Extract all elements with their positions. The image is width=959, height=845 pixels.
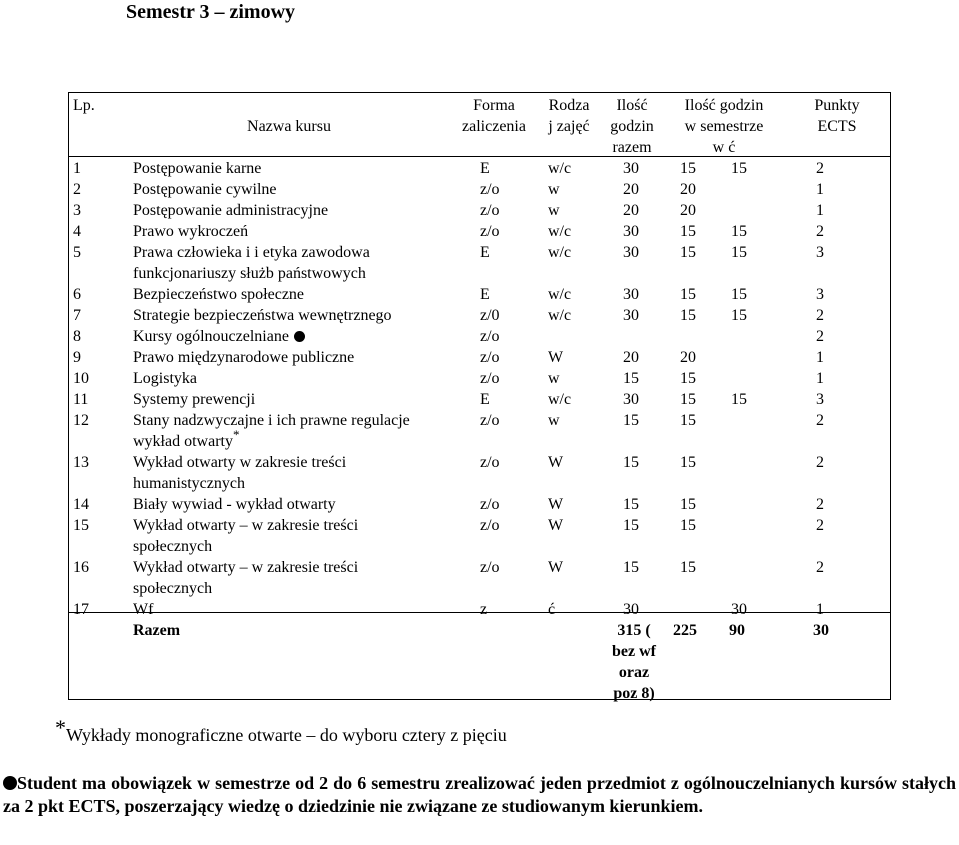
cell-form: z bbox=[480, 601, 488, 618]
cell-name: Kursy ogólnouczelniane bbox=[133, 326, 423, 347]
cell-hours-w: 15 bbox=[680, 370, 696, 387]
cell-hours-w: 15 bbox=[680, 244, 696, 261]
cell-hours-c: 15 bbox=[731, 307, 747, 324]
cell-ects: 2 bbox=[816, 160, 824, 177]
cell-hours-w: 15 bbox=[680, 223, 696, 240]
cell-type: w/c bbox=[548, 223, 572, 240]
cell-lp: 16 bbox=[73, 559, 89, 576]
cell-form: z/0 bbox=[480, 307, 500, 324]
page-title: Semestr 3 – zimowy bbox=[126, 1, 296, 23]
footnote-star-marker: * bbox=[232, 427, 240, 442]
table-row bbox=[69, 389, 890, 410]
total-hours: 315 ( bez wf oraz poz 8) bbox=[612, 622, 656, 702]
cell-name: Strategie bezpieczeństwa wewnętrznego bbox=[133, 307, 392, 324]
cell-form: E bbox=[480, 244, 490, 261]
cell-hours-c: 15 bbox=[731, 223, 747, 240]
cell-hours-w: 20 bbox=[680, 202, 696, 219]
cell-hours-total: 15 bbox=[623, 370, 639, 387]
total-divider bbox=[69, 612, 890, 613]
cell-form: E bbox=[480, 391, 490, 408]
total-hours-c: 90 bbox=[729, 622, 745, 639]
cell-name: Systemy prewencji bbox=[133, 391, 256, 408]
cell-type: W bbox=[548, 496, 564, 513]
cell-hours-w: 15 bbox=[680, 307, 696, 324]
table-total-row bbox=[69, 620, 890, 700]
cell-hours-c: 30 bbox=[731, 601, 747, 618]
cell-type: w bbox=[548, 181, 560, 198]
cell-form: z/o bbox=[480, 454, 500, 471]
cell-name: Wykład otwarty – w zakresie treści społecznych bbox=[133, 559, 359, 597]
table-row bbox=[69, 347, 890, 368]
cell-ects: 2 bbox=[816, 496, 824, 513]
cell-ects: 3 bbox=[816, 286, 824, 303]
cell-ects: 3 bbox=[816, 244, 824, 261]
cell-hours-c: 15 bbox=[731, 160, 747, 177]
cell-name: Prawa człowieka i i etyka zawodowa funkcjonariuszy służb państwowych bbox=[133, 244, 370, 282]
table-row bbox=[69, 515, 890, 557]
cell-form: z/o bbox=[480, 349, 500, 366]
cell-hours-total: 20 bbox=[623, 349, 639, 366]
header-hours-total: Ilość godzin razem bbox=[610, 97, 654, 156]
header-ects: Punkty ECTS bbox=[814, 97, 860, 135]
cell-hours-w: 15 bbox=[680, 454, 696, 471]
cell-name: Wf bbox=[133, 601, 154, 618]
cell-lp: 9 bbox=[73, 349, 81, 366]
footnote bbox=[55, 715, 507, 747]
cell-lp: 6 bbox=[73, 286, 81, 303]
table-row bbox=[69, 158, 890, 179]
cell-lp: 2 bbox=[73, 181, 81, 198]
cell-form: z/o bbox=[480, 517, 500, 534]
cell-hours-w: 15 bbox=[680, 286, 696, 303]
cell-hours-c: 15 bbox=[731, 286, 747, 303]
table-row bbox=[69, 305, 890, 326]
cell-hours-total: 30 bbox=[623, 601, 639, 618]
cell-lp: 5 bbox=[73, 244, 81, 261]
cell-form: z/o bbox=[480, 202, 500, 219]
table-row bbox=[69, 242, 890, 284]
cell-ects: 2 bbox=[816, 328, 824, 345]
cell-ects: 1 bbox=[816, 370, 824, 387]
total-ects: 30 bbox=[813, 622, 829, 639]
cell-form: z/o bbox=[480, 559, 500, 576]
cell-lp: 1 bbox=[73, 160, 81, 177]
cell-form: z/o bbox=[480, 496, 500, 513]
table-row bbox=[69, 494, 890, 515]
cell-hours-w: 15 bbox=[680, 412, 696, 429]
header-form: Forma zaliczenia bbox=[462, 97, 526, 135]
cell-form: E bbox=[480, 160, 490, 177]
header-divider bbox=[69, 156, 890, 157]
cell-hours-total: 30 bbox=[623, 244, 639, 261]
table-row bbox=[69, 599, 890, 620]
cell-hours-total: 15 bbox=[623, 496, 639, 513]
cell-lp: 11 bbox=[73, 391, 89, 408]
cell-hours-w: 15 bbox=[680, 160, 696, 177]
cell-lp: 3 bbox=[73, 202, 81, 219]
cell-ects: 1 bbox=[816, 181, 824, 198]
cell-hours-w: 15 bbox=[680, 496, 696, 513]
header-lp: Lp. bbox=[73, 97, 95, 114]
cell-name: Postępowanie karne bbox=[133, 160, 262, 177]
cell-ects: 2 bbox=[816, 559, 824, 576]
cell-type: w bbox=[548, 202, 560, 219]
cell-name: Prawo międzynarodowe publiczne bbox=[133, 349, 355, 366]
cell-type: W bbox=[548, 517, 564, 534]
cell-lp: 12 bbox=[73, 412, 89, 429]
cell-hours-w: 20 bbox=[680, 181, 696, 198]
cell-form: z/o bbox=[480, 370, 500, 387]
cell-form: E bbox=[480, 286, 490, 303]
cell-type: w/c bbox=[548, 160, 572, 177]
student-note bbox=[3, 772, 956, 818]
cell-lp: 7 bbox=[73, 307, 81, 324]
cell-type: W bbox=[548, 349, 564, 366]
cell-ects: 1 bbox=[816, 601, 824, 618]
cell-lp: 14 bbox=[73, 496, 89, 513]
cell-ects: 1 bbox=[816, 349, 824, 366]
total-hours-w: 225 bbox=[673, 622, 697, 639]
cell-type: w bbox=[548, 370, 560, 387]
cell-hours-w: 15 bbox=[680, 517, 696, 534]
footnote-star: * bbox=[55, 715, 66, 740]
cell-name: Stany nadzwyczajne i ich prawne regulacje wykład otwarty* bbox=[133, 412, 410, 450]
table-row bbox=[69, 557, 890, 599]
cell-name: Postępowanie cywilne bbox=[133, 181, 277, 198]
footnote-text: Wykłady monograficzne otwarte – do wyboru cztery z pięciu bbox=[66, 725, 507, 745]
cell-hours-w: 15 bbox=[680, 559, 696, 576]
table-row bbox=[69, 284, 890, 305]
table-row bbox=[69, 326, 890, 347]
cell-name: Biały wywiad - wykład otwarty bbox=[133, 496, 336, 513]
cell-ects: 3 bbox=[816, 391, 824, 408]
cell-form: z/o bbox=[480, 328, 500, 345]
cell-name: Bezpieczeństwo społeczne bbox=[133, 286, 305, 303]
header-hours-semester: Ilość godzin w semestrze w ć bbox=[684, 97, 764, 156]
cell-name: Wykład otwarty w zakresie treści humanistycznych bbox=[133, 454, 347, 492]
cell-ects: 2 bbox=[816, 412, 824, 429]
cell-hours-w: 15 bbox=[680, 391, 696, 408]
total-label: Razem bbox=[133, 622, 181, 639]
cell-ects: 2 bbox=[816, 223, 824, 240]
cell-form: z/o bbox=[480, 181, 500, 198]
cell-hours-total: 20 bbox=[623, 181, 639, 198]
cell-name: Logistyka bbox=[133, 370, 197, 387]
cell-hours-total: 15 bbox=[623, 454, 639, 471]
cell-hours-total: 30 bbox=[623, 286, 639, 303]
cell-form: z/o bbox=[480, 223, 500, 240]
cell-hours-total: 15 bbox=[623, 559, 639, 576]
cell-hours-total: 30 bbox=[623, 223, 639, 240]
cell-hours-total: 30 bbox=[623, 307, 639, 324]
cell-lp: 17 bbox=[73, 601, 89, 618]
header-name: Nazwa kursu bbox=[247, 118, 331, 135]
cell-hours-total: 30 bbox=[623, 160, 639, 177]
cell-hours-c: 15 bbox=[731, 391, 747, 408]
table-row bbox=[69, 179, 890, 200]
cell-ects: 1 bbox=[816, 202, 824, 219]
cell-lp: 13 bbox=[73, 454, 89, 471]
cell-type: w bbox=[548, 412, 560, 429]
course-table bbox=[68, 92, 891, 700]
cell-type: w/c bbox=[548, 244, 572, 261]
cell-ects: 2 bbox=[816, 454, 824, 471]
cell-hours-c: 15 bbox=[731, 244, 747, 261]
table-header bbox=[69, 93, 890, 155]
cell-hours-total: 30 bbox=[623, 391, 639, 408]
cell-lp: 15 bbox=[73, 517, 89, 534]
cell-hours-total: 15 bbox=[623, 517, 639, 534]
table-row bbox=[69, 368, 890, 389]
cell-ects: 2 bbox=[816, 307, 824, 324]
cell-hours-total: 20 bbox=[623, 202, 639, 219]
cell-type: ć bbox=[548, 601, 556, 618]
table-row bbox=[69, 200, 890, 221]
cell-name: Postępowanie administracyjne bbox=[133, 202, 329, 219]
bullet-dot-icon bbox=[294, 331, 305, 342]
cell-hours-w: 20 bbox=[680, 349, 696, 366]
bullet-dot-icon bbox=[3, 776, 17, 790]
cell-type: w/c bbox=[548, 391, 572, 408]
cell-name: Prawo wykroczeń bbox=[133, 223, 249, 240]
cell-lp: 8 bbox=[73, 328, 81, 345]
cell-form: z/o bbox=[480, 412, 500, 429]
cell-type: W bbox=[548, 454, 564, 471]
cell-type: w/c bbox=[548, 286, 572, 303]
table-row bbox=[69, 221, 890, 242]
table-row bbox=[69, 410, 890, 452]
header-type: Rodza j zajęć bbox=[548, 97, 590, 135]
cell-name: Wykład otwarty – w zakresie treści społecznych bbox=[133, 517, 359, 555]
note-text: Student ma obowiązek w semestrze od 2 do 6 semestru zrealizować jeden przedmiot z ogólnouczelnianych kursów stałych za 2 pkt ECTS, poszerzający wiedzę o dziedzinie nie związane ze studiowanym kierunkiem. bbox=[3, 773, 956, 816]
table-row bbox=[69, 452, 890, 494]
cell-lp: 10 bbox=[73, 370, 89, 387]
cell-hours-total: 15 bbox=[623, 412, 639, 429]
cell-type: w/c bbox=[548, 307, 572, 324]
cell-ects: 2 bbox=[816, 517, 824, 534]
cell-lp: 4 bbox=[73, 223, 81, 240]
cell-type: W bbox=[548, 559, 564, 576]
